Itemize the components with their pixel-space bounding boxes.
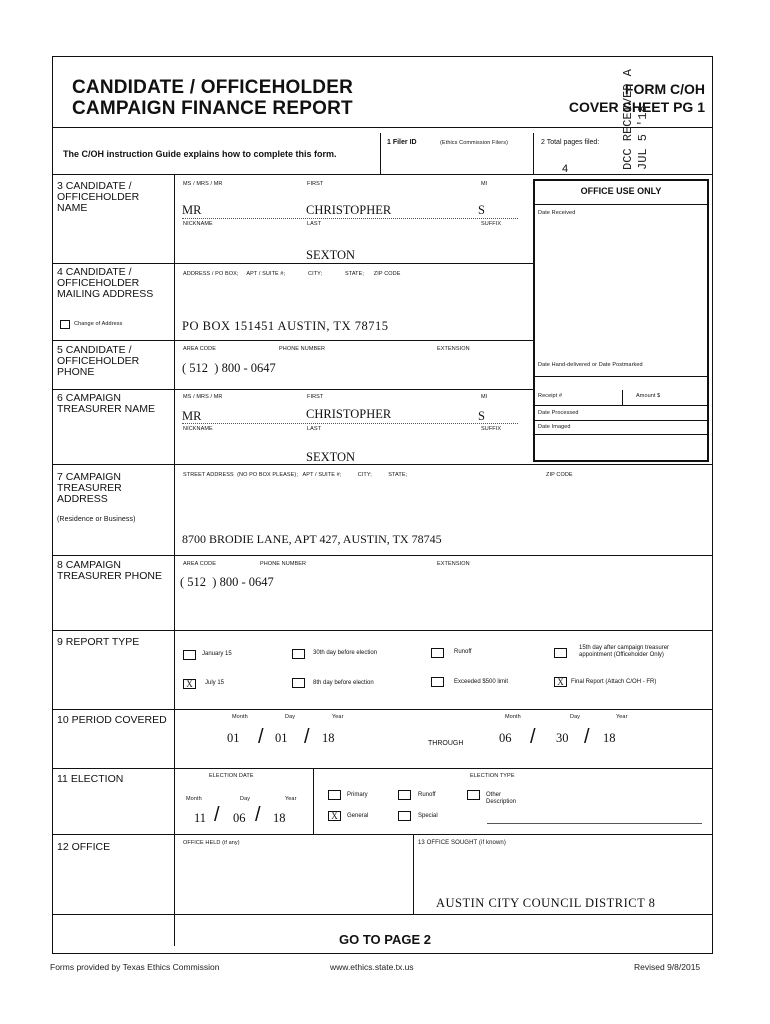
election-general-checkbox[interactable]: X (328, 811, 341, 821)
office-held-label: OFFICE HELD (if any) (183, 840, 240, 846)
hand-delivered-label: Date Hand-delivered or Date Postmarked (538, 362, 643, 368)
s10-year-label: Year (332, 714, 344, 720)
s8-phone-label: PHONE NUMBER (260, 561, 307, 567)
s10-to-day[interactable]: 30 (556, 731, 569, 745)
report-type-jul15-checkbox[interactable]: X (183, 679, 196, 689)
report-type-15th-label: 15th day after campaign treasurer appointment (Officeholder Only) (579, 645, 670, 658)
s3-last-label: LAST (307, 221, 322, 227)
s6-suffix-label: SUFFIX (481, 426, 502, 432)
s10-from-slash-1: / (258, 726, 264, 748)
s6-mi-label: MI (481, 394, 488, 400)
office-sought-label: 13 OFFICE SOUGHT (if known) (418, 840, 506, 846)
s11-day-label: Day (240, 796, 251, 802)
s6-last-value[interactable]: SEXTON (306, 450, 356, 464)
s10-to-slash-1: / (530, 726, 536, 748)
s11-year-value[interactable]: 18 (273, 811, 286, 825)
section-4-label: 4 CANDIDATE / OFFICEHOLDER MAILING ADDRESS (57, 266, 154, 300)
s10-from-slash-2: / (304, 726, 310, 748)
report-type-8th-checkbox[interactable] (292, 678, 305, 688)
received-stamp-line2: JUL 5 '18 (636, 105, 650, 170)
election-runoff-label: Runoff (418, 792, 436, 798)
description-line (487, 823, 702, 824)
section-9-label: 9 REPORT TYPE (57, 636, 140, 648)
report-type-final-label: Final Report (Attach C/OH - FR) (571, 679, 657, 685)
s3-mi-value[interactable]: S (478, 203, 485, 217)
s8-phone-field[interactable]: ( 512 ) 800 - 0647 (180, 575, 274, 589)
amount-label: Amount $ (636, 393, 661, 399)
s3-prefix-value[interactable]: MR (182, 203, 202, 217)
s10-to-day-label: Day (570, 714, 581, 720)
election-general-label: General (347, 813, 369, 819)
s11-day-value[interactable]: 06 (233, 811, 246, 825)
s3-mi-label: MI (481, 181, 488, 187)
s4-address-value[interactable]: PO BOX 151451 AUSTIN, TX 78715 (182, 319, 389, 333)
s5-phone-value: 800 - 0647 (221, 361, 276, 375)
s7-note: (Residence or Business) (57, 516, 136, 523)
report-type-final-checkbox[interactable]: X (554, 677, 567, 687)
s11-month-value[interactable]: 11 (194, 811, 207, 825)
s6-last-label: LAST (307, 426, 322, 432)
election-description-label: Description (486, 799, 517, 805)
s7-zip-label: ZIP CODE (546, 472, 573, 478)
office-sought-value[interactable]: AUSTIN CITY COUNCIL DISTRICT 8 (436, 896, 656, 910)
s10-to-month-label: Month (505, 714, 521, 720)
s10-month-label: Month (232, 714, 248, 720)
s11-year-label: Year (285, 796, 297, 802)
report-type-15th-checkbox[interactable] (554, 648, 567, 658)
report-type-runoff-checkbox[interactable] (431, 648, 444, 658)
s8-area-label: AREA CODE (183, 561, 216, 567)
s10-to-year-label: Year (616, 714, 628, 720)
s7-fields-label: STREET ADDRESS (NO PO BOX PLEASE); APT / SUITE #; CITY; STATE; (183, 472, 408, 478)
report-type-exceeded-label: Exceeded $500 limit (454, 679, 509, 685)
section-5-label: 5 CANDIDATE / OFFICEHOLDER PHONE (57, 344, 140, 378)
footer-provided: Forms provided by Texas Ethics Commission (50, 962, 220, 972)
footer-revised: Revised 9/8/2015 (634, 962, 701, 972)
instruction-text: The C/OH instruction Guide explains how to complete this form. (63, 149, 337, 159)
s3-first-value[interactable]: CHRISTOPHER (306, 203, 392, 217)
s8-ext-label: EXTENSION (437, 561, 470, 567)
s11-slash-1: / (214, 804, 220, 826)
s11-slash-2: / (255, 804, 261, 826)
s3-first-label: FIRST (307, 181, 324, 187)
section-10-label: 10 PERIOD COVERED (57, 714, 167, 726)
change-of-address-checkbox[interactable] (60, 320, 70, 329)
s3-suffix-label: SUFFIX (481, 221, 502, 227)
election-type-label: ELECTION TYPE (470, 773, 515, 779)
receipt-label: Receipt # (538, 393, 563, 399)
s3-prefix-label: MS / MRS / MR (183, 181, 223, 187)
s6-first-value[interactable]: CHRISTOPHER (306, 407, 392, 421)
total-pages-value[interactable]: 4 (562, 163, 569, 175)
s6-prefix-label: MS / MRS / MR (183, 394, 223, 400)
election-other-checkbox[interactable] (467, 790, 480, 800)
s6-prefix-value[interactable]: MR (182, 409, 202, 423)
s10-from-year[interactable]: 18 (322, 731, 335, 745)
filer-id-label: 1 Filer ID (387, 139, 417, 146)
s7-address-value[interactable]: 8700 BRODIE LANE, APT 427, AUSTIN, TX 78745 (182, 532, 442, 546)
election-runoff-checkbox[interactable] (398, 790, 411, 800)
s5-phone-field[interactable]: ( 512 ) 800 - 0647 (182, 361, 276, 375)
footer-url[interactable]: www.ethics.state.tx.us (330, 962, 414, 972)
s10-to-slash-2: / (584, 726, 590, 748)
received-stamp-line1: DCC RECEIVED A (621, 69, 635, 170)
form-title-line1: CANDIDATE / OFFICEHOLDER (72, 77, 353, 98)
s5-ext-label: EXTENSION (437, 346, 470, 352)
through-label: THROUGH (428, 740, 464, 747)
report-type-30th-label: 30th day before election (313, 650, 378, 656)
report-type-jan15-checkbox[interactable] (183, 650, 196, 660)
section-12-label: 12 OFFICE (57, 841, 111, 853)
report-type-jan15-label: January 15 (202, 651, 232, 657)
report-type-30th-checkbox[interactable] (292, 649, 305, 659)
election-date-label: ELECTION DATE (209, 773, 254, 779)
report-type-8th-label: 8th day before election (313, 680, 374, 686)
s6-nickname-label: NICKNAME (183, 426, 213, 432)
s10-to-month[interactable]: 06 (499, 731, 512, 745)
s6-mi-value[interactable]: S (478, 409, 485, 423)
s5-area-value: 512 (189, 361, 209, 375)
form-number: FORM C/OH (624, 81, 705, 97)
s5-phone-label: PHONE NUMBER (279, 346, 326, 352)
change-of-address-label: Change of Address (74, 321, 123, 327)
s10-to-year[interactable]: 18 (603, 731, 616, 745)
section-3-label: 3 CANDIDATE / OFFICEHOLDER NAME (57, 180, 140, 214)
section-8-label: 8 CAMPAIGN TREASURER PHONE (57, 559, 163, 582)
form-title-line2: CAMPAIGN FINANCE REPORT (72, 98, 353, 119)
office-use-title: OFFICE USE ONLY (580, 186, 662, 196)
s3-nickname-label: NICKNAME (183, 221, 213, 227)
s10-from-day[interactable]: 01 (275, 731, 288, 745)
s5-area-label: AREA CODE (183, 346, 216, 352)
filer-id-note: (Ethics Commission Filers) (440, 140, 508, 146)
date-processed-label: Date Processed (538, 410, 579, 416)
report-type-jul15-label: July 15 (205, 680, 225, 686)
election-primary-checkbox[interactable] (328, 790, 341, 800)
election-primary-label: Primary (347, 792, 368, 798)
date-imaged-label: Date Imaged (538, 424, 571, 430)
section-11-label: 11 ELECTION (57, 773, 124, 785)
election-special-checkbox[interactable] (398, 811, 411, 821)
section-7-label: 7 CAMPAIGN TREASURER ADDRESS (57, 471, 122, 505)
date-received-label: Date Received (538, 210, 576, 216)
go-to-page-2: GO TO PAGE 2 (339, 932, 431, 947)
s6-first-label: FIRST (307, 394, 324, 400)
s10-from-month[interactable]: 01 (227, 731, 240, 745)
s8-phone-value: 800 - 0647 (219, 575, 274, 589)
s4-fields-label: ADDRESS / PO BOX; APT / SUITE #; CITY; STATE; ZIP CODE (183, 271, 401, 277)
s8-area-value: 512 (187, 575, 207, 589)
election-special-label: Special (418, 813, 438, 819)
report-type-runoff-label: Runoff (454, 649, 472, 655)
report-type-exceeded-checkbox[interactable] (431, 677, 444, 687)
s10-day-label: Day (285, 714, 296, 720)
total-pages-label: 2 Total pages filed: (541, 139, 600, 146)
cover-sheet-label: COVER SHEET PG 1 (568, 99, 705, 115)
election-other-label: Other (486, 792, 502, 798)
s11-month-label: Month (186, 796, 202, 802)
s3-last-value[interactable]: SEXTON (306, 248, 356, 262)
section-6-label: 6 CAMPAIGN TREASURER NAME (57, 392, 156, 415)
